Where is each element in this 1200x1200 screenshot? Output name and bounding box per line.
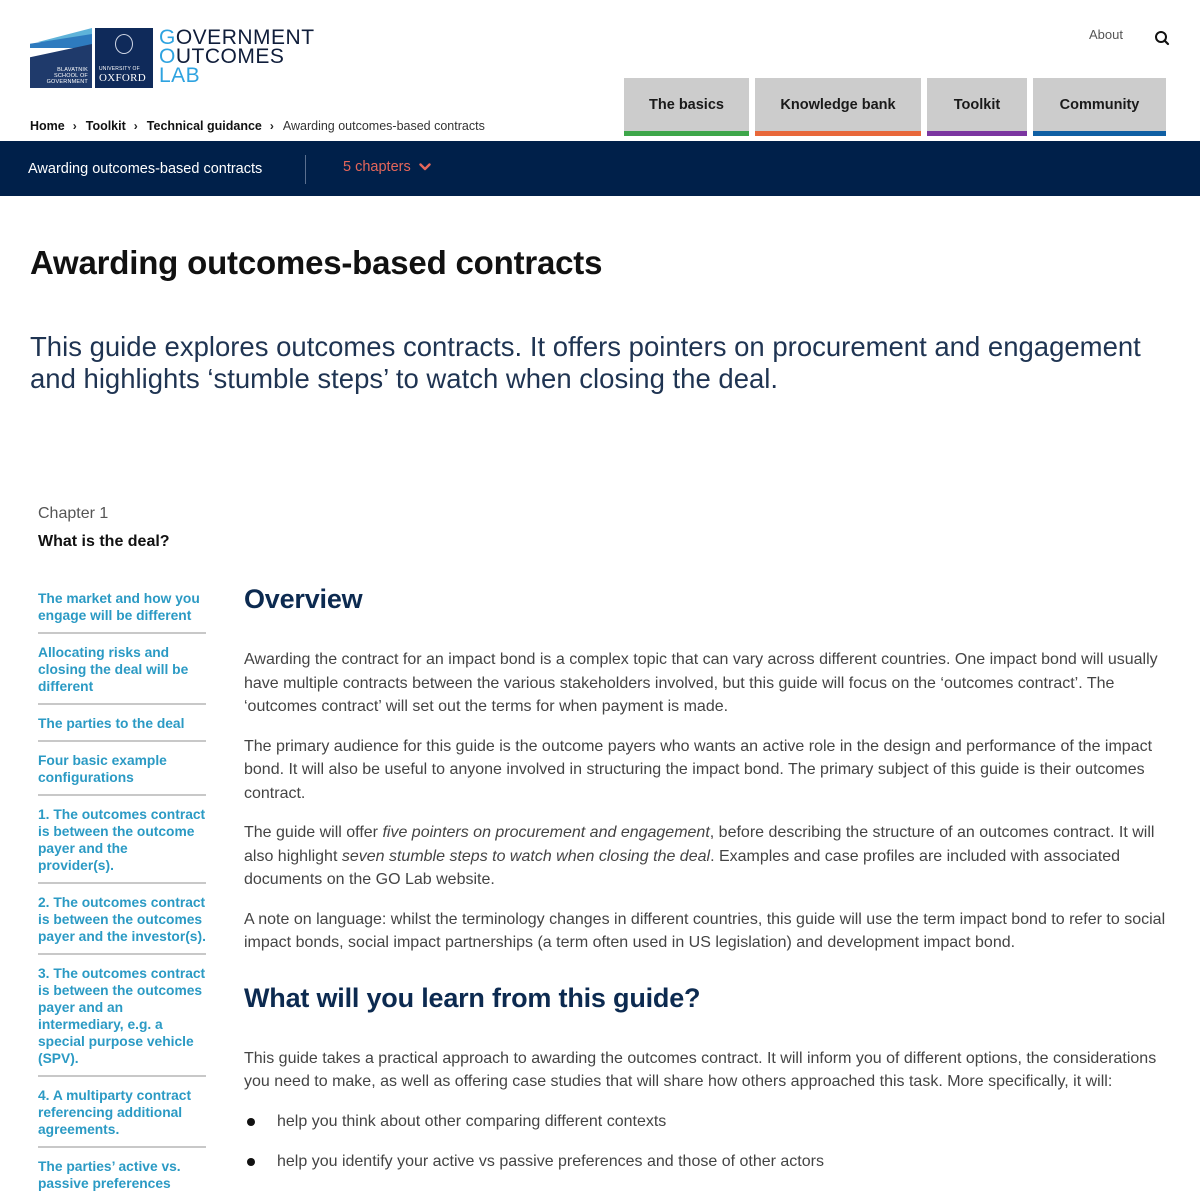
main-content xyxy=(244,584,1184,1190)
list-item: help you think about other comparing different contexts xyxy=(244,1110,1184,1133)
divider xyxy=(305,155,306,184)
chapters-dropdown[interactable] xyxy=(343,159,431,175)
go-lab-wordmark xyxy=(159,28,315,85)
page-title: Awarding outcomes-based contracts xyxy=(30,244,603,281)
sidebar-link-preferences[interactable]: The parties’ active vs. passive preferences xyxy=(38,1158,206,1200)
site-logo[interactable] xyxy=(30,28,315,88)
wordmark-text: OVERNMENT xyxy=(175,26,315,49)
oxford-big-text: OXFORD xyxy=(99,72,147,84)
nav-knowledge-bank[interactable]: Knowledge bank xyxy=(755,78,921,136)
blavatnik-logo xyxy=(30,28,92,88)
breadcrumb-technical-guidance[interactable]: Technical guidance xyxy=(146,119,262,133)
about-link[interactable]: About xyxy=(1089,27,1123,42)
sidebar-link-four-configurations[interactable]: Four basic example configurations xyxy=(38,752,206,796)
wordmark-accent: O xyxy=(159,45,176,68)
paragraph: Awarding the contract for an impact bond is a complex topic that can vary across different countries. One impact bond will usually have multiple contracts between the various stakeholders involved, but this guide will focus on the ‘outcomes contract’. The ‘outcomes contract’ will set out the terms for when payment is made. xyxy=(244,651,1158,715)
oxford-logo xyxy=(95,28,153,88)
text: The guide will offer xyxy=(244,824,383,841)
text: , before describing the structure of an outcomes contract. It will also highlight xyxy=(244,824,1155,865)
chevron-right-icon: › xyxy=(269,119,274,133)
chevron-right-icon: › xyxy=(72,119,77,133)
chapter-sidebar xyxy=(38,590,206,1200)
chapter-label: Chapter 1 xyxy=(38,505,109,522)
chevron-right-icon: › xyxy=(133,119,138,133)
wordmark-text: UTCOMES xyxy=(175,45,285,68)
breadcrumb-home[interactable]: Home xyxy=(30,119,65,133)
sidebar-link-config-4[interactable]: 4. A multiparty contract referencing additional agreements. xyxy=(38,1087,206,1148)
learn-heading: What will you learn from this guide? xyxy=(244,982,701,1013)
main-navigation xyxy=(624,78,1166,136)
oxford-crest-icon xyxy=(115,34,133,54)
emphasis-text: seven stumble steps to watch when closing the deal xyxy=(341,847,711,865)
sidebar-link-allocating-risks[interactable]: Allocating risks and closing the deal will be different xyxy=(38,644,206,705)
paragraph xyxy=(244,821,1184,892)
list-item: help you identify your active vs passive preferences and those of other actors xyxy=(244,1150,1184,1173)
nav-toolkit[interactable]: Toolkit xyxy=(927,78,1027,136)
paragraph: This guide takes a practical approach to awarding the outcomes contract. It will inform you of different options, the considerations you need to make, as well as offering case studies that will share how others approached this task. More specifically, it will: xyxy=(244,1049,1157,1090)
chapter-bar xyxy=(0,141,1200,196)
sidebar-link-parties[interactable]: The parties to the deal xyxy=(38,715,206,742)
text: . Examples and case profiles are included with associated documents on the GO Lab website. xyxy=(244,847,1121,888)
paragraph: The primary audience for this guide is the outcome payers who wants an active role in the design and performance of the impact bond. It will also be useful to anyone involved in structuring the impact bond. The primary subject of this guide is their outcomes contract. xyxy=(244,737,1153,802)
guide-title: Awarding outcomes-based contracts xyxy=(28,160,263,177)
bsg-text-line: BLAVATNIK xyxy=(57,67,88,73)
sidebar-link-config-1[interactable]: 1. The outcomes contract is between the outcome payer and the provider(s). xyxy=(38,806,206,884)
breadcrumb-toolkit[interactable]: Toolkit xyxy=(85,119,126,133)
bsg-text-line: GOVERNMENT xyxy=(46,79,88,85)
breadcrumb xyxy=(30,119,485,133)
sidebar-link-market[interactable]: The market and how you engage will be different xyxy=(38,590,206,634)
breadcrumb-current: Awarding outcomes-based contracts xyxy=(282,119,485,133)
paragraph: A note on language: whilst the terminology changes in different countries, this guide will use the term impact bond to refer to social impact bonds, social impact partnerships (a term often used in US legislation) and development impact bond. xyxy=(244,910,1166,951)
oxford-small-text: UNIVERSITY OF xyxy=(99,66,140,72)
chevron-down-icon xyxy=(419,163,431,171)
search-icon xyxy=(1154,30,1170,46)
sidebar-link-config-3[interactable]: 3. The outcomes contract is between the outcomes payer and an intermediary, e.g. a special purpose vehicle (SPV). xyxy=(38,965,206,1077)
wordmark-lab: LAB xyxy=(159,64,201,87)
search-button[interactable] xyxy=(1154,30,1170,46)
chapters-label: 5 chapters xyxy=(343,159,411,175)
nav-community[interactable]: Community xyxy=(1033,78,1166,136)
nav-the-basics[interactable]: The basics xyxy=(624,78,749,136)
bullet-list xyxy=(244,1110,1184,1173)
wordmark-accent: G xyxy=(159,26,176,49)
page-intro: This guide explores outcomes contracts. It offers pointers on procurement and engagement and highlights ‘stumble steps’ to watch when closing the deal. xyxy=(30,331,1141,394)
sidebar-link-config-2[interactable]: 2. The outcomes contract is between the outcomes payer and the investor(s). xyxy=(38,894,206,955)
site-header xyxy=(0,0,1200,141)
chapter-title: What is the deal? xyxy=(38,533,170,550)
emphasis-text: five pointers on procurement and engagement xyxy=(382,824,710,841)
overview-heading: Overview xyxy=(244,584,363,614)
bsg-text-line: SCHOOL OF xyxy=(54,73,88,79)
